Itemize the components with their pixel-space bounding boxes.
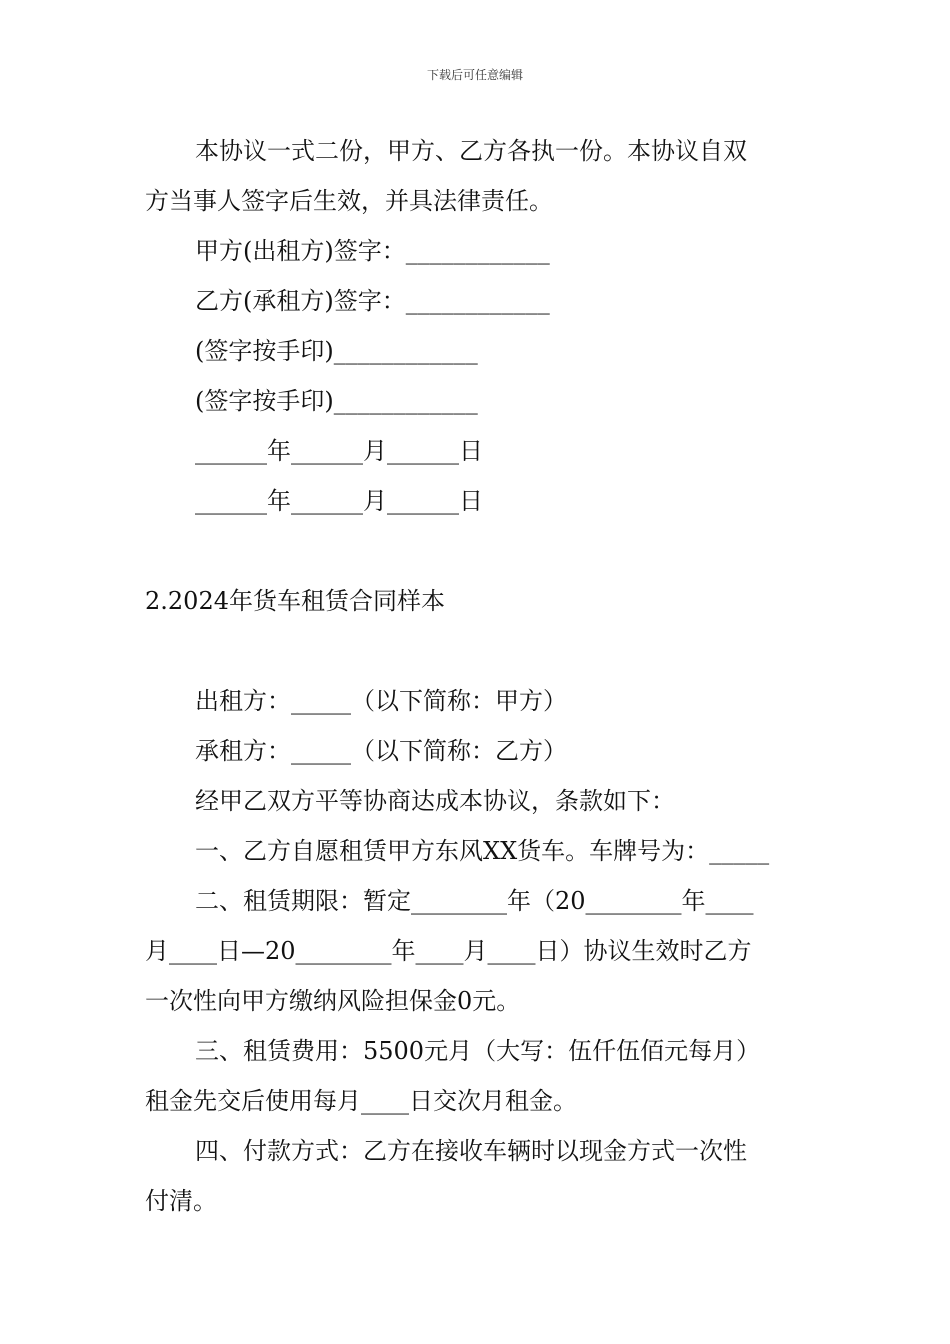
clause-2-cont: 一次性向甲方缴纳风险担保金0元。: [145, 987, 521, 1015]
clause-3-cont: 租金先交后使用每月____日交次月租金。: [145, 1087, 577, 1115]
signature-line-party-a: 甲方(出租方)签字：____________: [195, 237, 550, 265]
paragraph-line: 本协议一式二份，甲方、乙方各执一份。本协议自双: [195, 137, 747, 165]
clause-3: 三、租赁费用：5500元月（大写：伍仟伍佰元每月）: [195, 1037, 761, 1065]
fingerprint-line: (签字按手印)____________: [195, 337, 478, 365]
clause-4-cont: 付清。: [145, 1187, 217, 1215]
date-line: ______年______月______日: [195, 487, 483, 515]
clause-2-cont: 月____日—20________年____月____日）协议生效时乙方: [145, 937, 752, 965]
paragraph-line: 经甲乙双方平等协商达成本协议，条款如下：: [195, 787, 675, 815]
signature-line-party-b: 乙方(承租方)签字：____________: [195, 287, 550, 315]
date-line: ______年______月______日: [195, 437, 483, 465]
paragraph-line: 方当事人签字后生效，并具法律责任。: [145, 187, 553, 215]
section-title: 2.2024年货车租赁合同样本: [145, 587, 445, 615]
lessor-line: 出租方：_____（以下简称：甲方）: [195, 687, 567, 715]
clause-1: 一、乙方自愿租赁甲方东风XX货车。车牌号为：_____: [195, 837, 770, 865]
page-header: 下载后可任意编辑: [426, 68, 523, 82]
clause-4: 四、付款方式：乙方在接收车辆时以现金方式一次性: [195, 1137, 747, 1165]
fingerprint-line: (签字按手印)____________: [195, 387, 478, 415]
lessee-line: 承租方：_____（以下简称：乙方）: [195, 737, 567, 765]
clause-2: 二、租赁期限：暂定________年（20________年____: [195, 887, 754, 915]
